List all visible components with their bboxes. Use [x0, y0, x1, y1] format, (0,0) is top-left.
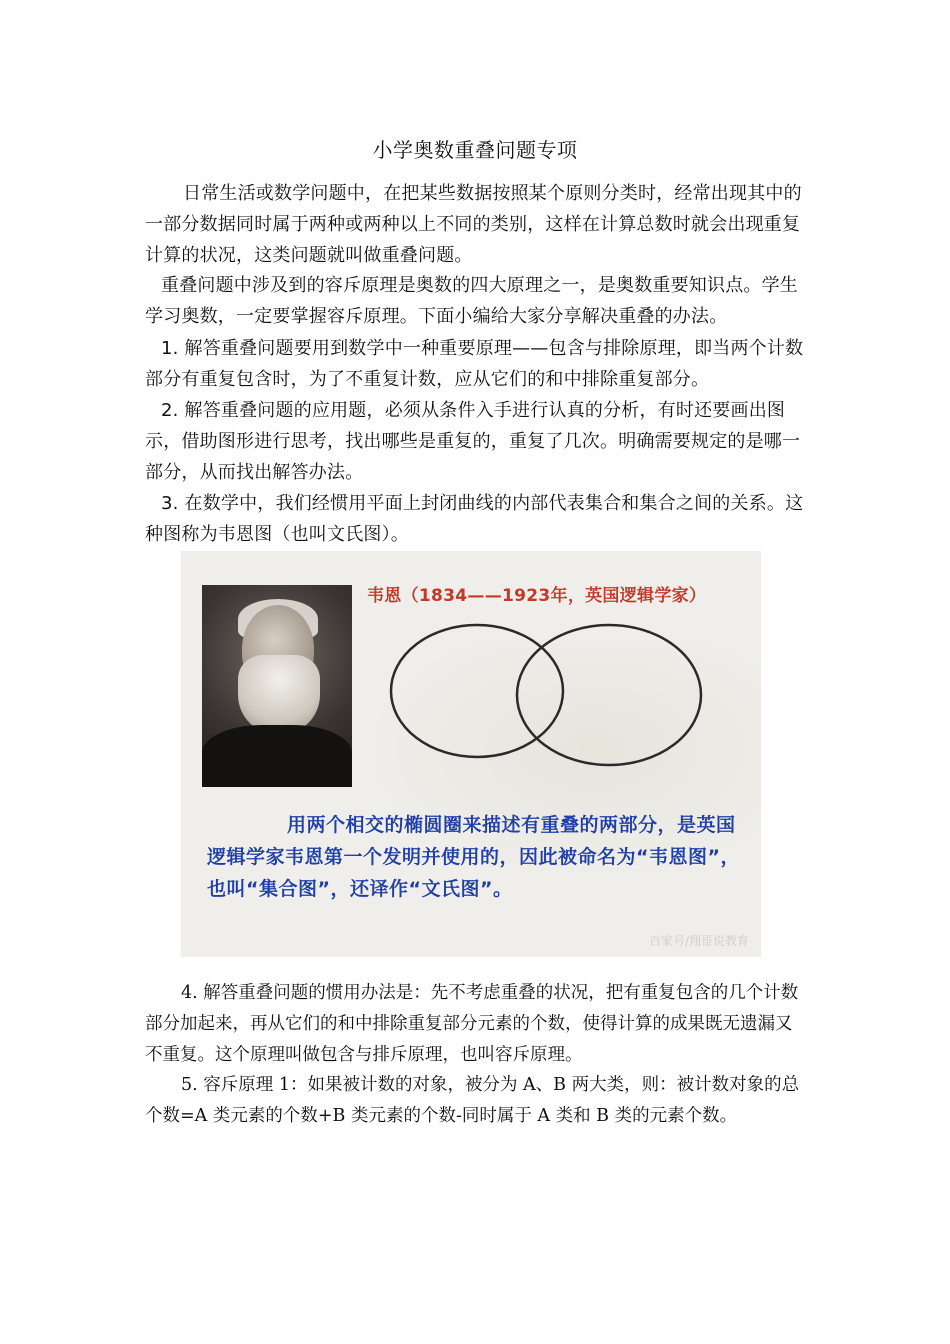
venn-portrait-image	[202, 585, 352, 787]
venn-circle-right	[517, 625, 701, 765]
figure-watermark: 百家号/翔哥说教育	[648, 934, 749, 948]
intro-paragraph: 日常生活或数学问题中，在把某些数据按照某个原则分类时，经常出现其中的一部分数据同时属于两种或两种以上不同的类别，这样在计算总数时就会出现重复计算的状况，这类问题就叫做重叠问题。	[145, 183, 802, 266]
venn-figure-image	[181, 551, 761, 957]
list-item-4: 4. 解答重叠问题的惯用办法是：先不考虑重叠的状况，把有重复包含的几个计数部分加起来，再从它们的和中排除重复部分元素的个数，使得计算的成果既无遗漏又不重复。这个原理叫做包含与排斥原理，也叫容斥原理。	[145, 983, 799, 1065]
figure-description: 用两个相交的椭圆圈来描述有重叠的两部分，是英国逻辑学家韦恩第一个发明并使用的，因此被命名为“韦恩图”，也叫“集合图”，还译作“文氏图”。	[207, 814, 740, 900]
document-title: 小学奥数重叠问题专项	[372, 138, 578, 162]
venn-diagram	[381, 611, 741, 791]
list-item-2: 2. 解答重叠问题的应用题，必须从条件入手进行认真的分析，有时还要画出图示，借助图形进行思考，找出哪些是重复的，重复了几次。明确需要规定的是哪一部分，从而找出解答办法。	[145, 400, 801, 483]
figure-caption-title: 韦恩（1834——1923年，英国逻辑学家）	[367, 586, 707, 606]
principle-paragraph: 重叠问题中涉及到的容斥原理是奥数的四大原理之一，是奥数重要知识点。学生学习奥数，一定要掌握容斥原理。下面小编给大家分享解决重叠的办法。	[145, 275, 798, 327]
list-item-1: 1. 解答重叠问题要用到数学中一种重要原理——包含与排除原理，即当两个计数部分有重复包含时，为了不重复计数，应从它们的和中排除重复部分。	[145, 338, 804, 390]
list-item-5: 5. 容斥原理 1：如果被计数的对象，被分为 A、B 两大类，则：被计数对象的总个数=A 类元素的个数+B 类元素的个数-同时属于 A 类和 B 类的元素个数。	[145, 1075, 800, 1126]
list-item-3: 3. 在数学中，我们经惯用平面上封闭曲线的内部代表集合和集合之间的关系。这种图称为韦恩图（也叫文氏图）。	[145, 493, 804, 545]
